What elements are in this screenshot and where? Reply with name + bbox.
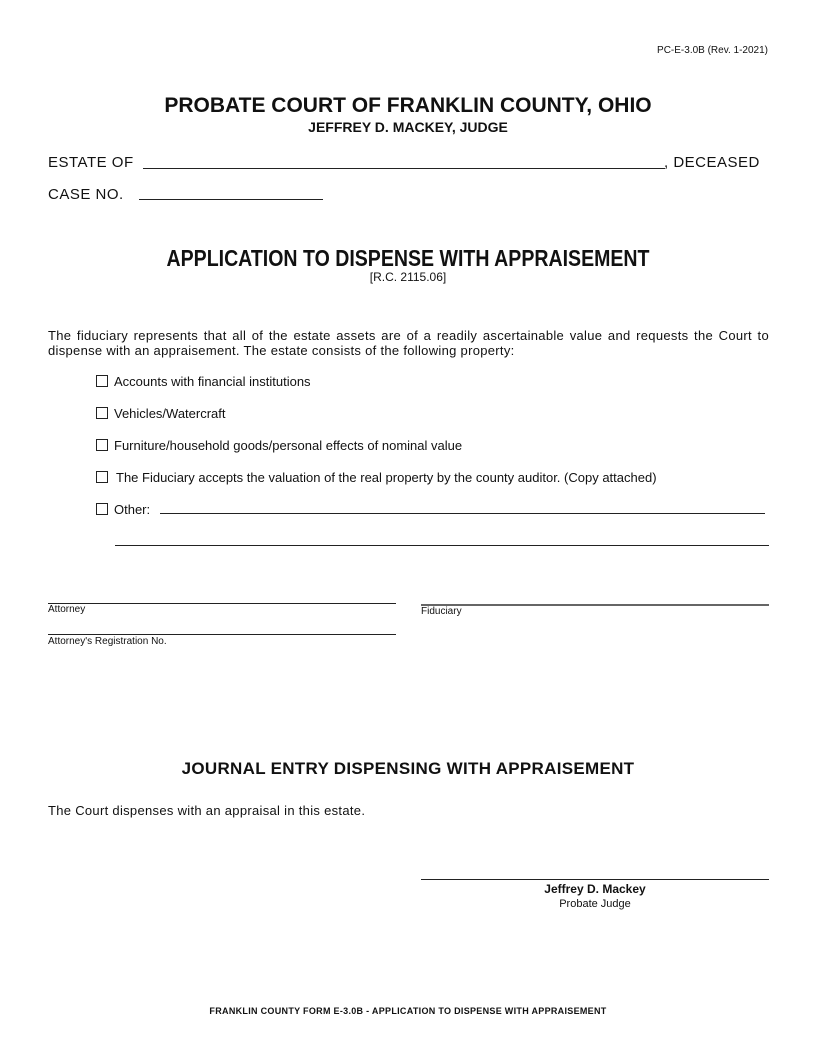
checkbox-icon[interactable] [96,503,108,515]
case-number-field[interactable] [139,199,323,200]
attorney-label: Attorney [48,604,86,615]
checkbox-icon[interactable] [96,471,108,483]
estate-name-field[interactable] [143,168,665,169]
other-field-line-2[interactable] [115,545,769,546]
checkbox-icon[interactable] [96,375,108,387]
case-label: CASE NO. [48,186,124,203]
journal-text: The Court dispenses with an appraisal in this estate. [48,803,366,818]
form-code: PC-E-3.0B (Rev. 1-2021) [657,45,768,56]
registration-line[interactable] [48,634,396,635]
checkbox-icon[interactable] [96,439,108,451]
checkbox-label: Vehicles/Watercraft [114,406,226,421]
footer: FRANKLIN COUNTY FORM E-3.0B - APPLICATION TO DISPENSE WITH APPRAISEMENT [209,1006,607,1016]
attorney-signature-line[interactable] [48,603,396,604]
checkbox-real-property[interactable] [96,470,657,485]
checkbox-other[interactable] [96,502,150,517]
court-title: PROBATE COURT OF FRANKLIN COUNTY, OHIO [164,94,652,117]
judge-name: Jeffrey D. Mackey [544,882,646,896]
judge-line: JEFFREY D. MACKEY, JUDGE [308,119,508,135]
checkbox-icon[interactable] [96,407,108,419]
estate-label: ESTATE OF [48,154,134,171]
statute: [R.C. 2115.06] [369,270,447,284]
checkbox-vehicles[interactable] [96,406,226,421]
other-field-line-1[interactable] [160,513,765,514]
judge-signature-line [421,879,769,880]
checkbox-label: The Fiduciary accepts the valuation of the real property by the county auditor. (Copy attached) [116,470,657,485]
deceased-label: , DECEASED [664,154,760,171]
fiduciary-signature-line[interactable] [421,604,769,606]
journal-title: JOURNAL ENTRY DISPENSING WITH APPRAISEMENT [181,759,635,778]
intro-text: The fiduciary represents that all of the estate assets are of a readily ascertainable value and requests the Court to dispense with an appraisement. The estate consists of the following property: [48,328,769,358]
checkbox-label: Accounts with financial institutions [114,374,311,389]
fiduciary-label: Fiduciary [421,606,462,617]
application-title: APPLICATION TO DISPENSE WITH APPRAISEMENT [166,245,650,271]
judge-title: Probate Judge [559,898,631,910]
checkbox-label: Other: [114,502,151,517]
registration-label: Attorney's Registration No. [48,636,167,647]
checkbox-furniture[interactable] [96,438,462,453]
checkbox-label: Furniture/household goods/personal effects of nominal value [114,438,463,453]
checkbox-accounts[interactable] [96,374,311,389]
